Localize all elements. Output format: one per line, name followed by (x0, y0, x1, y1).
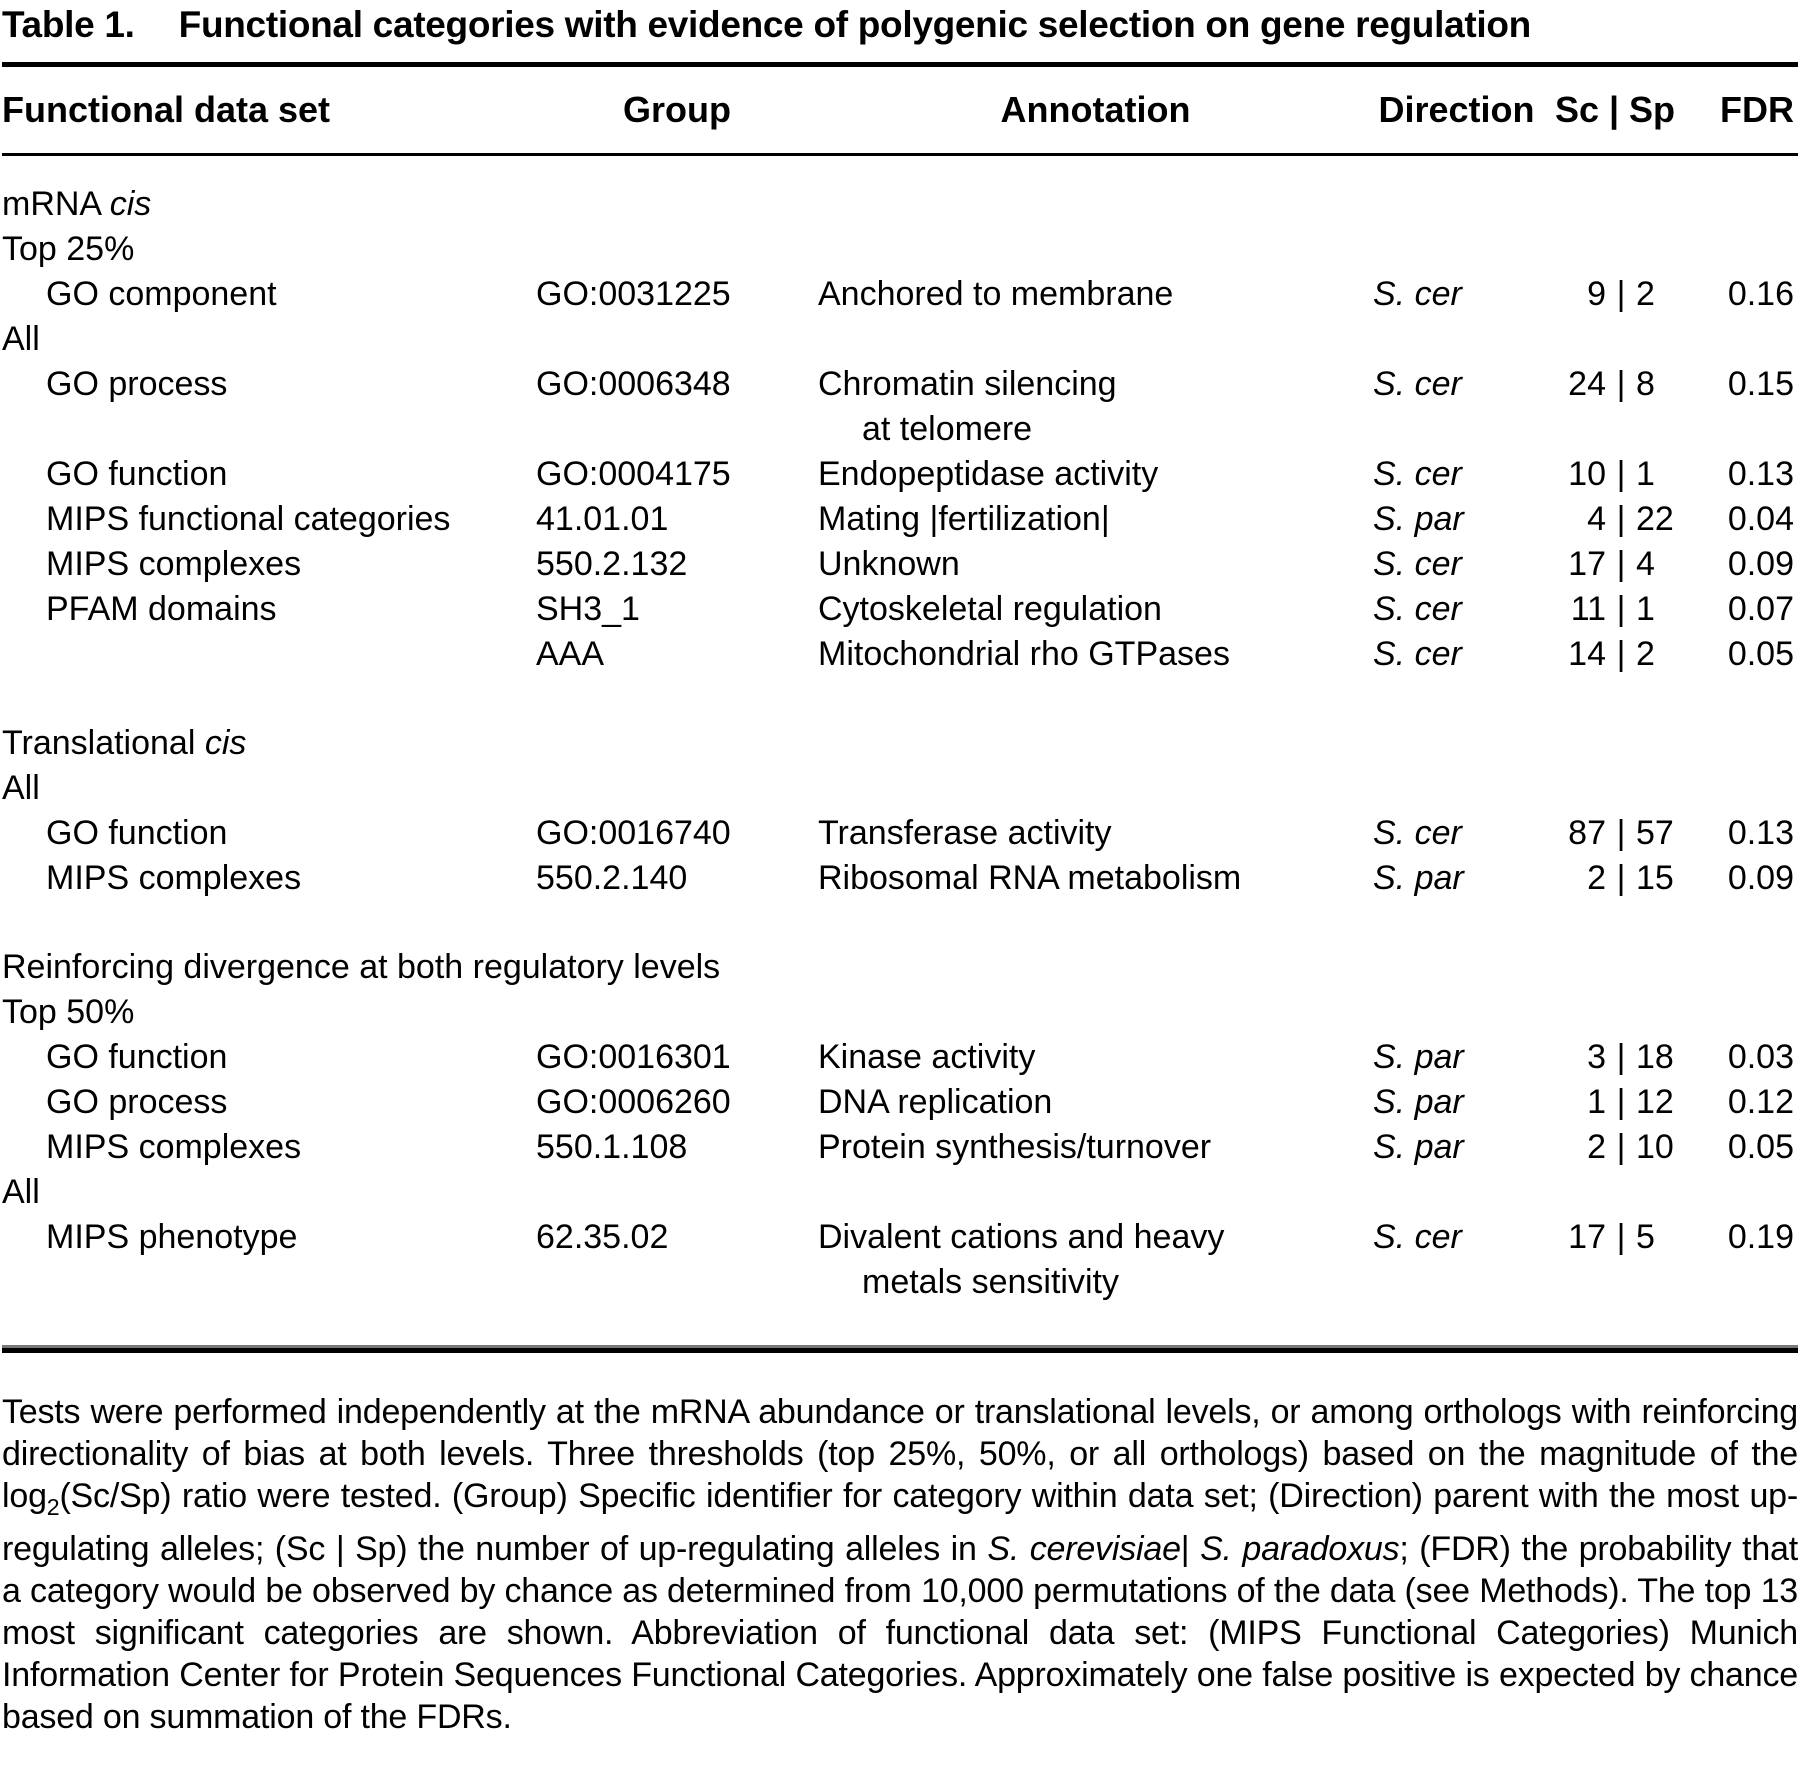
cell-functional-data-set: MIPS complexes (46, 859, 302, 897)
sp-value: 2 (1636, 635, 1655, 673)
cell-direction: S. par (1373, 1128, 1464, 1166)
table-row (2, 497, 1798, 542)
cell-group: GO:0016740 (536, 814, 731, 852)
annotation-line-1: Mitochondrial rho GTPases (818, 635, 1230, 673)
cell-direction: S. par (1373, 1038, 1464, 1076)
sp-value: 1 (1636, 590, 1655, 628)
section-header-part: cis (204, 724, 247, 762)
sc-value: 9 (1587, 275, 1606, 313)
sc-value: 24 (1568, 365, 1606, 403)
cell-fdr: 0.07 (1727, 590, 1794, 628)
table-row (2, 542, 1798, 587)
threshold-label: Top 50% (2, 993, 135, 1031)
cell-sc-sp (1540, 587, 1690, 632)
cell-functional-data-set: GO function (46, 814, 228, 852)
table-caption: Functional categories with evidence of polygenic selection on gene regulation (178, 4, 1531, 45)
cell-direction: S. par (1373, 859, 1464, 897)
cell-group: 62.35.02 (536, 1218, 669, 1256)
cell-direction: S. cer (1373, 635, 1462, 673)
sc-value: 3 (1587, 1038, 1606, 1076)
cell-fdr: 0.16 (1727, 275, 1794, 313)
annotation-line-1: Mating |fertilization| (818, 500, 1110, 538)
cell-fdr: 0.09 (1727, 545, 1794, 583)
annotation-line-1: Chromatin silencing (818, 365, 1117, 403)
cell-group: AAA (536, 635, 605, 673)
threshold-label: All (2, 1173, 40, 1211)
cell-sc-sp (1540, 1215, 1690, 1305)
cell-fdr: 0.12 (1727, 1083, 1794, 1121)
cell-functional-data-set: MIPS functional categories (46, 500, 451, 538)
sp-value: 22 (1636, 500, 1674, 538)
sc-value: 2 (1587, 859, 1606, 897)
cell-group: 41.01.01 (536, 500, 669, 538)
sc-value: 87 (1568, 814, 1606, 852)
footnote-segment: (Sc/Sp) ratio were tested. (Group) Specific identifier for category within data set; (Direction) parent with the most up-regulating alleles; (Sc | Sp) the number of up-regulating alleles in (2, 1477, 1798, 1568)
cell-direction: S. cer (1373, 1218, 1462, 1256)
cell-group: GO:0016301 (536, 1038, 731, 1076)
sc-value: 1 (1587, 1083, 1606, 1121)
cell-group: GO:0006260 (536, 1083, 731, 1121)
cell-sc-sp (1540, 1125, 1690, 1170)
cell-annotation (818, 632, 1373, 677)
sc-value: 11 (1570, 590, 1606, 628)
cell-functional-data-set: MIPS phenotype (46, 1218, 298, 1256)
footnote (2, 1391, 1798, 1738)
table-row (2, 1125, 1798, 1170)
cell-sc-sp (1540, 632, 1690, 677)
cell-sc-sp (1540, 497, 1690, 542)
cell-annotation (818, 811, 1373, 856)
cell-sc-sp (1540, 856, 1690, 901)
pipe-divider: | (1616, 365, 1626, 403)
sc-value: 10 (1568, 455, 1606, 493)
cell-annotation (818, 1035, 1373, 1080)
pipe-divider: | (1616, 859, 1626, 897)
table-row (2, 1215, 1798, 1305)
cell-functional-data-set (2, 632, 536, 677)
column-header-fdr: FDR (1720, 89, 1794, 130)
sc-value: 4 (1587, 500, 1606, 538)
cell-sc-sp (1540, 362, 1690, 452)
cell-fdr: 0.09 (1727, 859, 1794, 897)
cell-group: 550.1.108 (536, 1128, 688, 1166)
cell-direction: S. cer (1373, 455, 1462, 493)
footnote-segment: Tests were performed independently at the mRNA abundance or translational levels, or among orthologs with reinforcing directionality of bias at both levels. Three thresholds (top 25%, 50%, or all orthologs) based on the magnitude of the log (2, 1393, 1798, 1515)
cell-group: GO:0031225 (536, 275, 731, 313)
pipe-divider: | (1616, 1083, 1626, 1121)
cell-direction: S. par (1373, 500, 1464, 538)
pipe-divider: | (1616, 1128, 1626, 1166)
table-row (2, 587, 1798, 632)
cell-annotation (818, 856, 1373, 901)
cell-group: 550.2.132 (536, 545, 688, 583)
cell-group: SH3_1 (536, 590, 640, 628)
cell-functional-data-set: GO function (46, 455, 228, 493)
annotation-line-1: Cytoskeletal regulation (818, 590, 1162, 628)
column-header-direction: Direction (1378, 89, 1535, 130)
cell-annotation (818, 272, 1373, 317)
table-row (2, 362, 1798, 452)
cell-direction: S. cer (1373, 275, 1462, 313)
section-header (2, 721, 1798, 766)
sp-value: 12 (1636, 1083, 1674, 1121)
cell-functional-data-set: GO component (46, 275, 277, 313)
table-row (2, 272, 1798, 317)
cell-group: 550.2.140 (536, 859, 688, 897)
sc-value: 2 (1587, 1128, 1606, 1166)
sc-value: 17 (1568, 545, 1606, 583)
cell-annotation (818, 1125, 1373, 1170)
cell-functional-data-set: GO process (46, 365, 228, 403)
pipe-divider: | (1616, 275, 1626, 313)
table-row (2, 856, 1798, 901)
cell-fdr: 0.05 (1727, 635, 1794, 673)
threshold-label: Top 25% (2, 230, 135, 268)
table-header-row (2, 67, 1798, 153)
sp-value: 2 (1636, 275, 1655, 313)
cell-fdr: 0.15 (1727, 365, 1794, 403)
column-header-sc-sp: Sc | Sp (1554, 89, 1676, 130)
pipe-divider: | (1616, 1038, 1626, 1076)
annotation-line-1: Protein synthesis/turnover (818, 1128, 1212, 1166)
pipe-divider: | (1616, 590, 1626, 628)
sp-value: 15 (1636, 859, 1674, 897)
footnote-segment: | (1180, 1529, 1201, 1568)
cell-annotation (818, 1080, 1373, 1125)
cell-group: GO:0006348 (536, 365, 731, 403)
annotation-line-1: DNA replication (818, 1083, 1053, 1121)
table-title (2, 0, 1798, 62)
annotation-line-2: at telomere (862, 410, 1033, 448)
pipe-divider: | (1616, 814, 1626, 852)
footnote-segment: S. cerevisiae (987, 1529, 1181, 1568)
sp-value: 4 (1636, 545, 1655, 583)
threshold-label: All (2, 320, 40, 358)
section-header (2, 945, 1798, 990)
cell-functional-data-set: PFAM domains (46, 590, 277, 628)
cell-direction: S. par (1373, 1083, 1464, 1121)
table-row (2, 1035, 1798, 1080)
cell-fdr: 0.03 (1727, 1038, 1794, 1076)
sp-value: 57 (1636, 814, 1674, 852)
threshold-label: All (2, 769, 40, 807)
cell-annotation (818, 362, 1373, 452)
cell-direction: S. cer (1373, 814, 1462, 852)
sp-value: 18 (1636, 1038, 1674, 1076)
cell-sc-sp (1540, 1080, 1690, 1125)
sc-value: 17 (1568, 1218, 1606, 1256)
cell-fdr: 0.19 (1727, 1218, 1794, 1256)
section-header-part: cis (109, 185, 152, 223)
bottom-rule-black (2, 1348, 1798, 1353)
section-header (2, 182, 1798, 227)
cell-fdr: 0.05 (1727, 1128, 1794, 1166)
annotation-line-1: Anchored to membrane (818, 275, 1174, 313)
footnote-segment: ; (FDR) the probability that a category would be observed by chance as determined from 10,000 permutations of the data (see Methods). The top 13 most significant categories are shown. Abbreviation of functional data set: (MIPS Functional Categories) Munich Information Center for Protein Sequences Functional Categories. Approximately one false positive is expected by chance based on summation of the FDRs. (2, 1529, 1798, 1736)
pipe-divider: | (1616, 500, 1626, 538)
table-row (2, 452, 1798, 497)
annotation-line-1: Kinase activity (818, 1038, 1036, 1076)
cell-sc-sp (1540, 272, 1690, 317)
cell-direction: S. cer (1373, 545, 1462, 583)
annotation-line-1: Unknown (818, 545, 960, 583)
section-header-part: mRNA (2, 185, 110, 223)
cell-functional-data-set: GO process (46, 1083, 228, 1121)
annotation-line-2: metals sensitivity (862, 1263, 1119, 1301)
cell-sc-sp (1540, 811, 1690, 856)
sc-value: 14 (1568, 635, 1606, 673)
column-header-functional-data-set: Functional data set (2, 89, 331, 130)
pipe-divider: | (1616, 1218, 1626, 1256)
cell-annotation (818, 1215, 1373, 1305)
cell-fdr: 0.04 (1727, 500, 1794, 538)
table-row (2, 632, 1798, 677)
cell-annotation (818, 497, 1373, 542)
cell-fdr: 0.13 (1727, 814, 1794, 852)
column-header-group: Group (623, 89, 731, 130)
sp-value: 5 (1636, 1218, 1655, 1256)
annotation-line-1: Ribosomal RNA metabolism (818, 859, 1242, 897)
cell-sc-sp (1540, 1035, 1690, 1080)
table-number-label: Table 1. (2, 4, 135, 45)
cell-annotation (818, 587, 1373, 632)
table-row (2, 811, 1798, 856)
cell-sc-sp (1540, 452, 1690, 497)
cell-sc-sp (1540, 542, 1690, 587)
table-body (2, 156, 1798, 1345)
annotation-line-1: Endopeptidase activity (818, 455, 1159, 493)
cell-direction: S. cer (1373, 365, 1462, 403)
table-row (2, 1080, 1798, 1125)
column-header-annotation: Annotation (1000, 89, 1191, 130)
pipe-divider: | (1616, 545, 1626, 583)
cell-functional-data-set: GO function (46, 1038, 228, 1076)
pipe-divider: | (1616, 455, 1626, 493)
cell-direction: S. cer (1373, 590, 1462, 628)
annotation-line-1: Transferase activity (818, 814, 1112, 852)
cell-annotation (818, 452, 1373, 497)
pipe-divider: | (1616, 635, 1626, 673)
footnote-segment: S. paradoxus (1200, 1529, 1400, 1568)
sp-value: 10 (1636, 1128, 1674, 1166)
cell-annotation (818, 542, 1373, 587)
sp-value: 8 (1636, 365, 1655, 403)
section-header-part: Translational (2, 724, 205, 762)
cell-functional-data-set: MIPS complexes (46, 545, 302, 583)
sp-value: 1 (1636, 455, 1655, 493)
cell-group: GO:0004175 (536, 455, 731, 493)
cell-fdr: 0.13 (1727, 455, 1794, 493)
section-header-part: Reinforcing divergence at both regulatory levels (2, 948, 721, 986)
cell-functional-data-set: MIPS complexes (46, 1128, 302, 1166)
annotation-line-1: Divalent cations and heavy (818, 1218, 1225, 1256)
footnote-segment: 2 (46, 1493, 60, 1520)
